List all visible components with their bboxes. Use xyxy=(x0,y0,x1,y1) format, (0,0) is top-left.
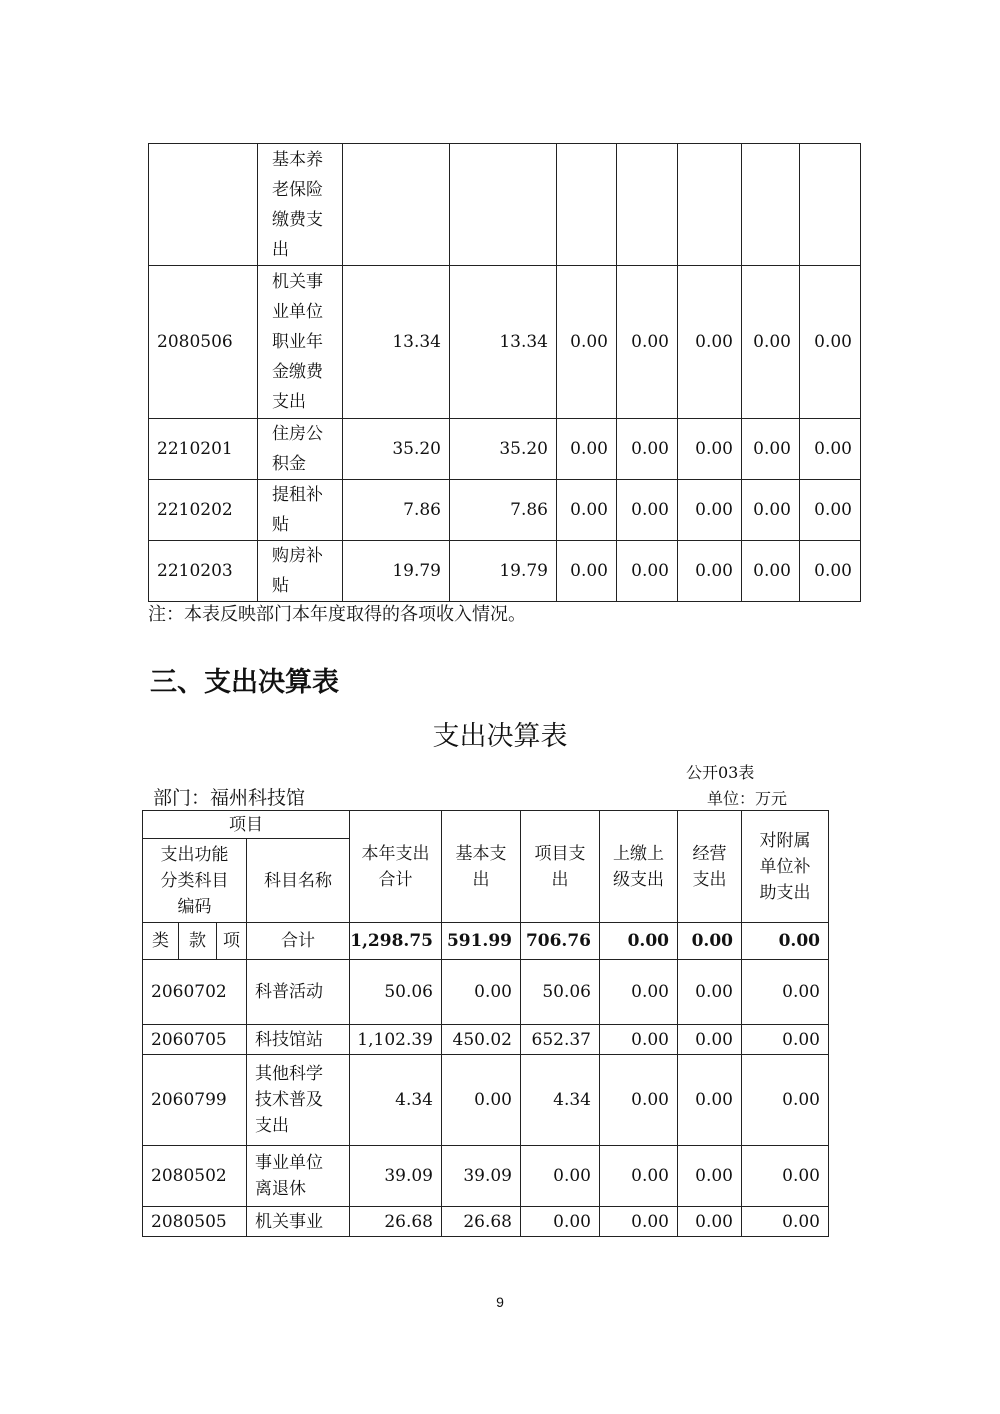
row-value xyxy=(450,144,557,266)
row-name: 提租补 贴 xyxy=(258,480,343,541)
row-value: 13.34 xyxy=(343,266,450,419)
sum-basic: 591.99 xyxy=(442,923,521,960)
row-name: 基本养 老保险 缴费支 出 xyxy=(258,144,343,266)
row-name: 购房补 贴 xyxy=(258,541,343,602)
sum-total: 1,298.75 xyxy=(350,923,442,960)
row-value: 0.00 xyxy=(617,419,678,480)
unit-label: 单位：万元 xyxy=(707,789,788,808)
row-value: 0.00 xyxy=(600,1146,678,1207)
row-value: 0.00 xyxy=(521,1207,600,1237)
row-value: 0.00 xyxy=(742,541,800,602)
row-code: 2210203 xyxy=(149,541,258,602)
row-value: 35.20 xyxy=(450,419,557,480)
row-code: 2060705 xyxy=(143,1025,247,1055)
sum-business: 0.00 xyxy=(678,923,742,960)
row-value: 0.00 xyxy=(617,266,678,419)
row-value: 7.86 xyxy=(343,480,450,541)
table-row xyxy=(143,1146,829,1207)
row-value: 26.68 xyxy=(350,1207,442,1237)
row-name: 住房公 积金 xyxy=(258,419,343,480)
section-heading: 三、支出决算表 xyxy=(150,667,339,698)
row-value xyxy=(742,144,800,266)
row-value: 0.00 xyxy=(617,541,678,602)
row-name: 科普活动 xyxy=(247,960,350,1025)
table-id: 公开03表 xyxy=(686,763,755,782)
sum-lei: 类 xyxy=(143,923,179,960)
row-value xyxy=(557,144,617,266)
row-value: 0.00 xyxy=(600,1207,678,1237)
row-value: 0.00 xyxy=(678,1146,742,1207)
row-value: 35.20 xyxy=(343,419,450,480)
row-value xyxy=(678,144,742,266)
row-value: 19.79 xyxy=(450,541,557,602)
row-value: 26.68 xyxy=(442,1207,521,1237)
row-value: 652.37 xyxy=(521,1025,600,1055)
row-value: 7.86 xyxy=(450,480,557,541)
row-value: 450.02 xyxy=(442,1025,521,1055)
row-name: 科技馆站 xyxy=(247,1025,350,1055)
row-code xyxy=(149,144,258,266)
row-value: 0.00 xyxy=(800,419,861,480)
row-value: 4.34 xyxy=(521,1055,600,1146)
row-code: 2080506 xyxy=(149,266,258,419)
income-table-continued xyxy=(148,143,861,602)
row-value: 0.00 xyxy=(800,541,861,602)
table-row xyxy=(149,480,861,541)
header-upper: 上缴上 级支出 xyxy=(600,811,678,923)
table-row xyxy=(143,1055,829,1146)
row-name: 其他科学 技术普及 支出 xyxy=(247,1055,350,1146)
row-value: 0.00 xyxy=(678,1055,742,1146)
table-note: 注：本表反映部门本年度取得的各项收入情况。 xyxy=(148,604,526,625)
row-code: 2060799 xyxy=(143,1055,247,1146)
header-business: 经营 支出 xyxy=(678,811,742,923)
row-value: 0.00 xyxy=(800,480,861,541)
row-value xyxy=(800,144,861,266)
row-value: 0.00 xyxy=(678,480,742,541)
header-total: 本年支出 合计 xyxy=(350,811,442,923)
row-value: 0.00 xyxy=(678,541,742,602)
row-value: 1,102.39 xyxy=(350,1025,442,1055)
row-value xyxy=(343,144,450,266)
row-value: 0.00 xyxy=(678,960,742,1025)
row-value: 0.00 xyxy=(678,1025,742,1055)
row-value: 0.00 xyxy=(678,1207,742,1237)
row-value: 0.00 xyxy=(600,1025,678,1055)
row-value: 39.09 xyxy=(350,1146,442,1207)
row-value: 0.00 xyxy=(557,480,617,541)
table-row xyxy=(149,419,861,480)
row-value: 0.00 xyxy=(442,1055,521,1146)
sum-xiang: 项 xyxy=(217,923,247,960)
header-name: 科目名称 xyxy=(247,839,350,923)
table-row xyxy=(143,1025,829,1055)
table-row xyxy=(143,1207,829,1237)
table-row xyxy=(143,960,829,1025)
sum-upper: 0.00 xyxy=(600,923,678,960)
row-value: 0.00 xyxy=(557,541,617,602)
row-value: 4.34 xyxy=(350,1055,442,1146)
row-value: 0.00 xyxy=(600,960,678,1025)
row-value: 0.00 xyxy=(742,960,829,1025)
row-value: 50.06 xyxy=(350,960,442,1025)
row-value: 0.00 xyxy=(742,480,800,541)
sum-subsidy: 0.00 xyxy=(742,923,829,960)
row-value: 39.09 xyxy=(442,1146,521,1207)
expenditure-table xyxy=(142,810,829,1237)
header-code: 支出功能 分类科目 编码 xyxy=(143,839,247,923)
row-code: 2060702 xyxy=(143,960,247,1025)
sum-label: 合计 xyxy=(247,923,350,960)
row-value: 13.34 xyxy=(450,266,557,419)
row-value: 0.00 xyxy=(742,1146,829,1207)
header-item: 项目 xyxy=(143,811,350,839)
row-value: 0.00 xyxy=(742,1025,829,1055)
table-title: 支出决算表 xyxy=(432,721,568,752)
row-value: 0.00 xyxy=(678,266,742,419)
row-value: 0.00 xyxy=(617,480,678,541)
sum-project: 706.76 xyxy=(521,923,600,960)
table-row xyxy=(149,144,861,266)
row-value: 0.00 xyxy=(442,960,521,1025)
row-value: 19.79 xyxy=(343,541,450,602)
page-number: 9 xyxy=(496,1294,504,1310)
row-value: 50.06 xyxy=(521,960,600,1025)
row-value: 0.00 xyxy=(742,1207,829,1237)
row-name: 机关事业 xyxy=(247,1207,350,1237)
row-value: 0.00 xyxy=(678,419,742,480)
row-name: 事业单位 离退休 xyxy=(247,1146,350,1207)
sum-kuan: 款 xyxy=(179,923,217,960)
row-value: 0.00 xyxy=(742,419,800,480)
row-value: 0.00 xyxy=(521,1146,600,1207)
row-code: 2080502 xyxy=(143,1146,247,1207)
row-value: 0.00 xyxy=(557,266,617,419)
row-value xyxy=(617,144,678,266)
department-label: 部门：福州科技馆 xyxy=(153,787,306,809)
table-row xyxy=(149,266,861,419)
table-row xyxy=(149,541,861,602)
row-name: 机关事 业单位 职业年 金缴费 支出 xyxy=(258,266,343,419)
row-value: 0.00 xyxy=(800,266,861,419)
row-value: 0.00 xyxy=(742,1055,829,1146)
row-value: 0.00 xyxy=(600,1055,678,1146)
header-project: 项目支 出 xyxy=(521,811,600,923)
header-subsidy: 对附属 单位补 助支出 xyxy=(742,811,829,923)
header-basic: 基本支 出 xyxy=(442,811,521,923)
row-value: 0.00 xyxy=(557,419,617,480)
row-code: 2210202 xyxy=(149,480,258,541)
row-code: 2080505 xyxy=(143,1207,247,1237)
row-value: 0.00 xyxy=(742,266,800,419)
row-code: 2210201 xyxy=(149,419,258,480)
